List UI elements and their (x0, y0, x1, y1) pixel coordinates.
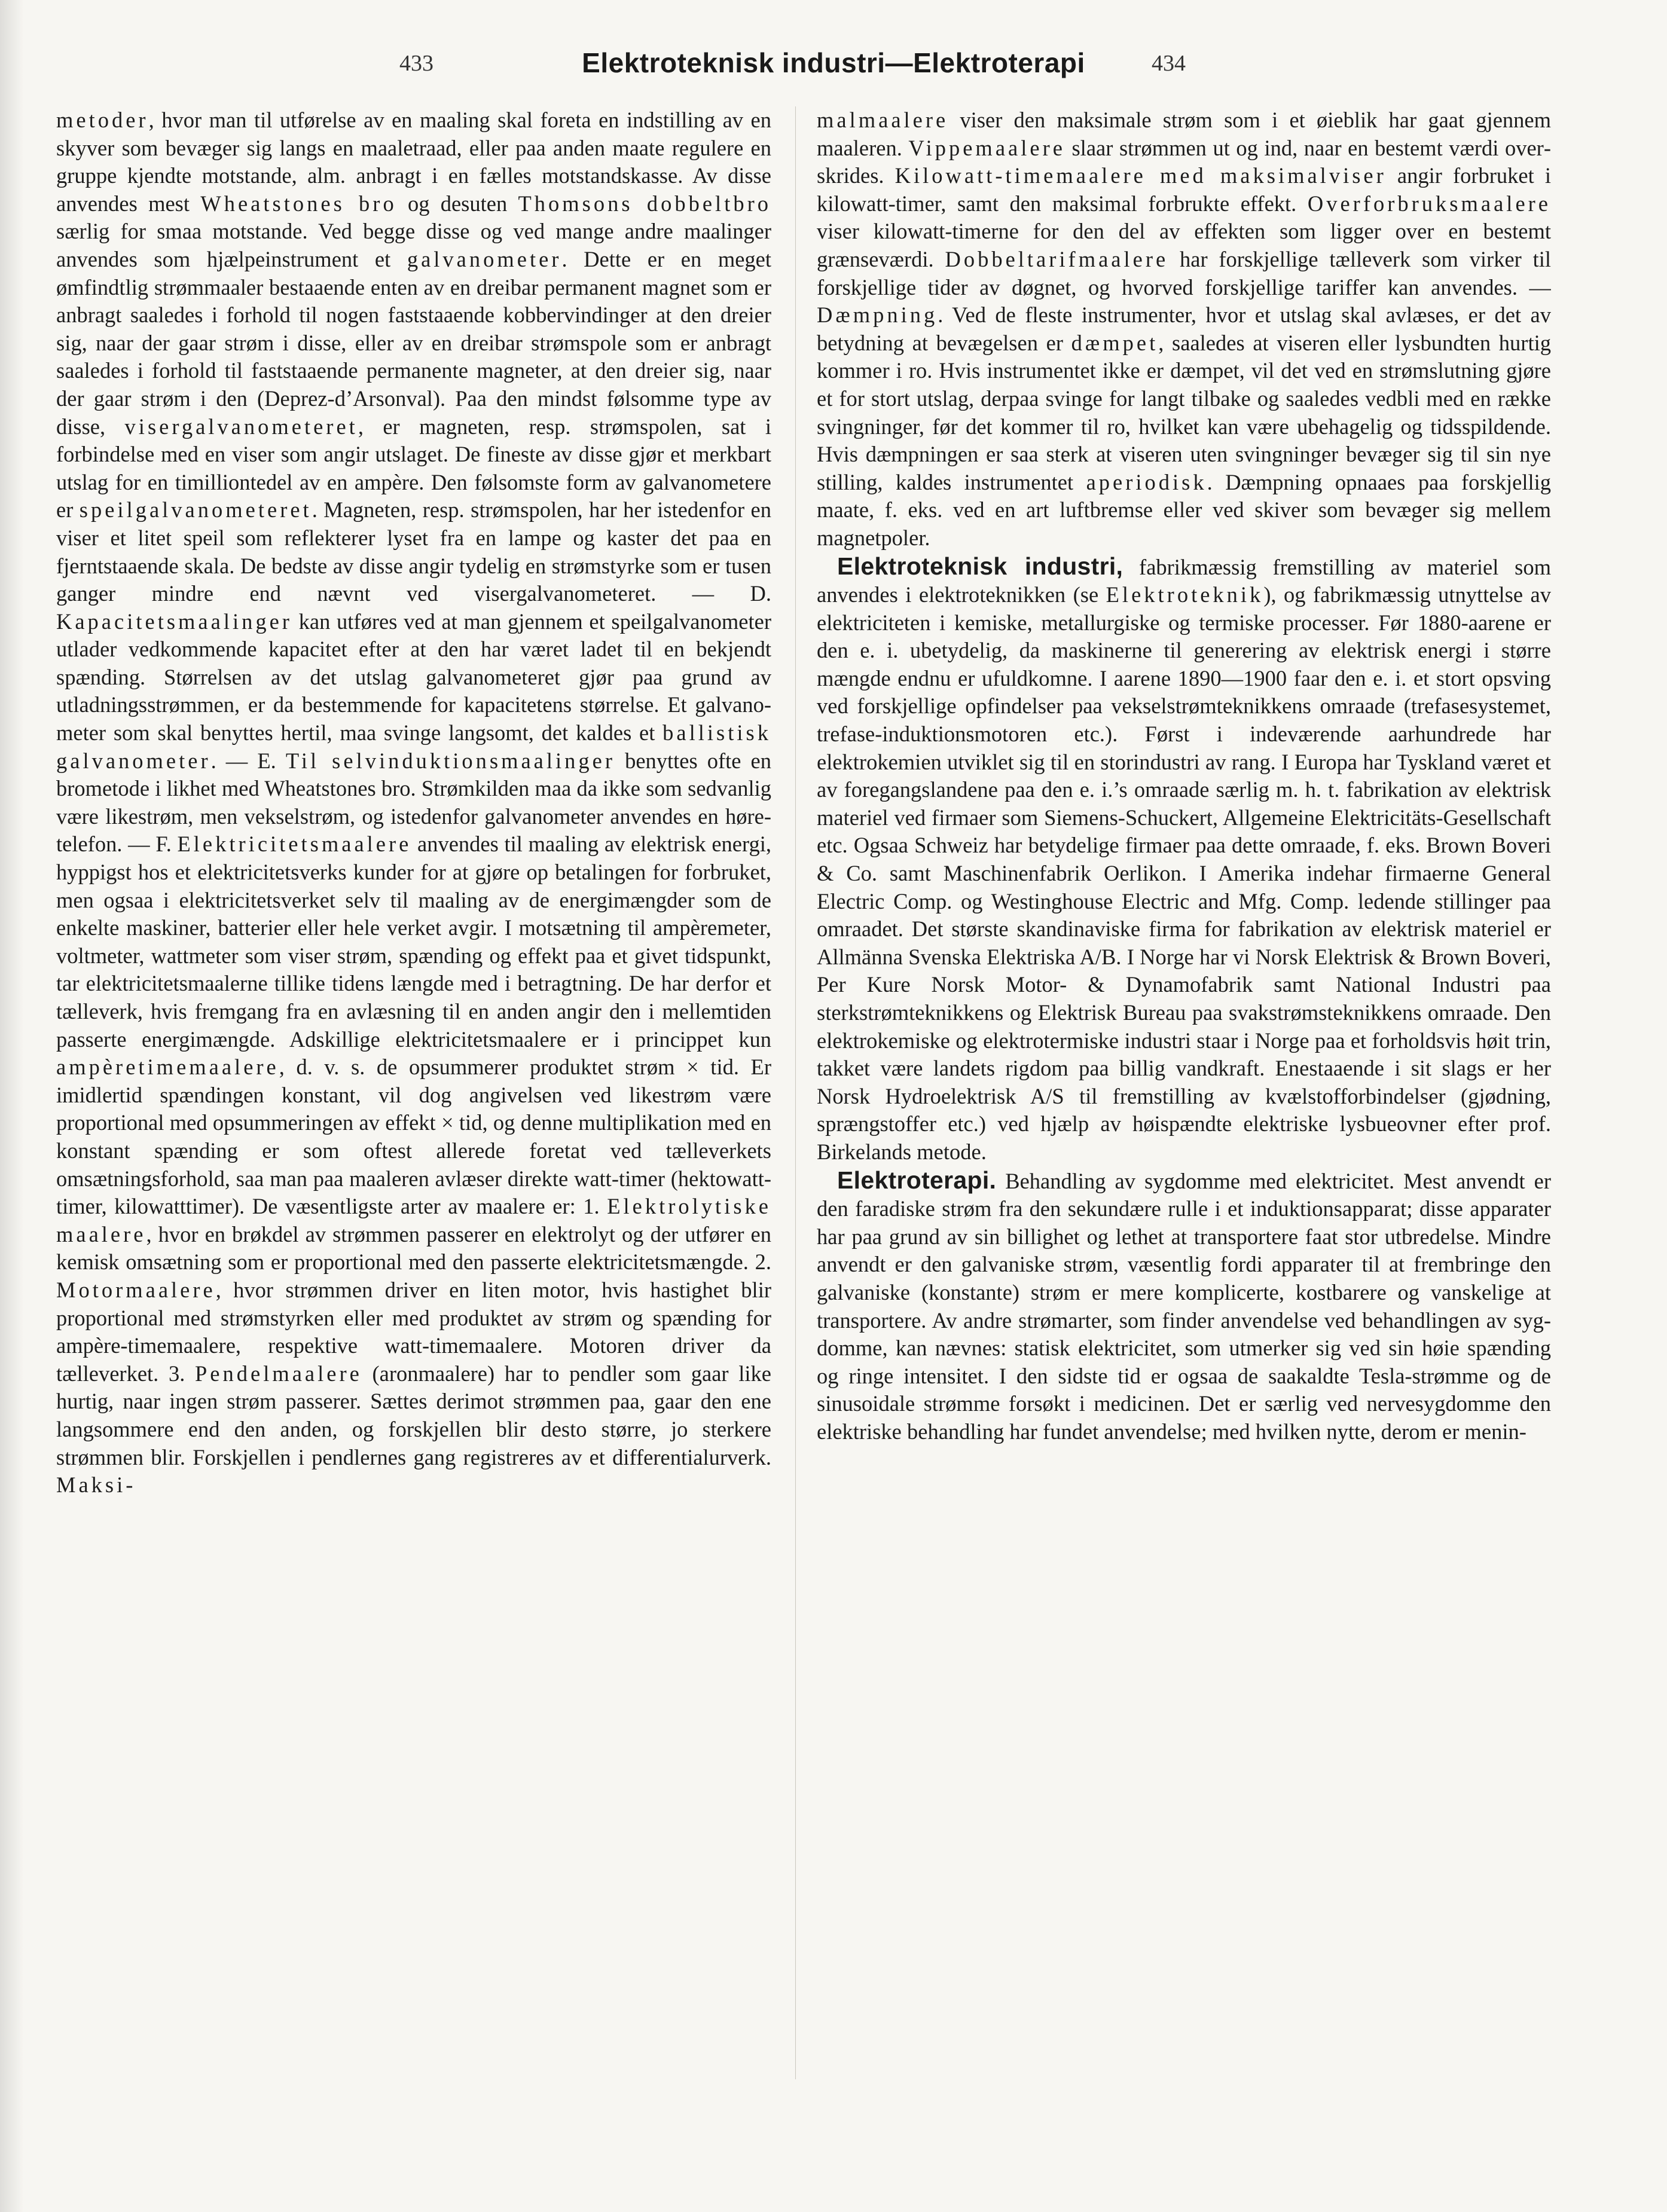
paragraph-measuring-methods (56, 106, 771, 1499)
running-title: Elektroteknisk industri—Elektroterapi (582, 47, 1085, 78)
text-run: , hvor strømmen driver en liten motor, hvis hastighet blir proportional med strømstyrken eller med produktet av strøm og spænding for ampère-timemaalere, respektive watt-timemaalere. Motoren driver da tælleverket. 3. (56, 1277, 771, 1386)
text-run: angir forbruket i kilowatt-timer, samt den maksimal forbrukte effekt. (817, 163, 1551, 216)
entry-elektroterapi (817, 1166, 1551, 1446)
text-run: benyttes ofte en brometode i likhet med Wheatstones bro. Strømkilden maa da ikke som sedvanlig være likestrøm, men vekselstrøm, og istedenfor galvanometer anvendes en høretelefon. — F. (56, 748, 771, 857)
text-run: Behandling av sygdomme med elektricitet. Mest anvendt er den faradiske strøm fra den sekundære rulle i et induktionsapparat; disse apparater har paa grund av sin billighet og lethet at transportere faat stor utbredelse. Mindre anvendt er den galvaniske strøm, væsentlig fordi apparater til at frembringe den galvaniske (konstante) strøm er mere komplicerte, kostbarere og vanskelige at transportere. Av andre strømarter, som finder anvendelse ved behandlingen av sygdomme, kan nævnes: statisk elektricitet, som utmerker sig ved sin høie spænding og ringe intensitet. I den sidste tid er ogsaa de saakaldte Tesla-strømme og de sinusoidale strømme forsøkt i medicinen. Det er særlig ved nervesygdomme den elektriske behandling har fundet anvendelse; med hvilken nytte, derom er menin- (817, 1168, 1551, 1444)
text-run: . Magneten, resp. strømspolen, har her istedenfor en viser et litet speil som reflekterer lyset fra en lampe og kaster det paa en fjerntstaaende skala. De bedste av disse angir tydelig en strømstyrke som er tusen ganger mindre end nævnt ved visergalvanometeret. — D. (56, 497, 771, 606)
spaced-term: Elektricitetsmaalere (177, 832, 412, 857)
text-run: , hvor man til utførelse av en maaling skal foreta en indstilling av en skyver som bevæger sig langs en maaletraad, eller paa anden maate regulere en gruppe kjendte motstande, alm. anbragt i en fælles motstandskasse. Av disse anvendes mest (56, 108, 771, 216)
text-run: fabrikmæssig fremstilling av materiel som anvendes i elektroteknikken (se (817, 554, 1551, 607)
text-run: . — E. (210, 748, 286, 773)
spaced-term: aperiodisk (1086, 469, 1207, 494)
spaced-term: Vippemaalere (908, 135, 1065, 160)
entry-headword: Elektroterapi. (837, 1166, 997, 1194)
text-run: har forskjellige tælleverk som virker til forskjellige tider av døgnet, og hvorved forskjellige tariffer kan anvendes. — (817, 246, 1551, 300)
entry-headword: Elektroteknisk industri, (837, 552, 1123, 580)
spaced-term: Maksi- (56, 1472, 136, 1498)
page-number-right: 434 (1152, 51, 1186, 76)
page-header (0, 47, 1667, 83)
spaced-term: metoder (56, 108, 149, 132)
spaced-term: galvanometer (407, 246, 562, 271)
spaced-term: Kilowatt-timemaalere med maksimalviser (894, 163, 1387, 188)
spaced-term: speilgalvanometeret (79, 497, 312, 523)
page-edge-shadow (0, 0, 24, 2212)
spaced-term: Wheatstones bro (200, 191, 397, 216)
text-run: særlig for smaa motstande. Ved begge disse og ved mange andre maalinger anvendes som hjælpeinstrument et (56, 219, 771, 271)
text-run: , hvor en brøkdel av strømmen passerer en elektrolyt og der utfører en kemisk omsætning som er proportional med den passerte elektricitetsmængde. 2. (56, 1221, 771, 1275)
text-run: viser den maksimale strøm som i et øieblik har gaat gjennem maaleren. (817, 108, 1551, 160)
page-number-left: 433 (399, 51, 433, 76)
text-run: slaar strømmen ut og ind, naar en bestemt værdi overskrides. (817, 135, 1551, 188)
text-run: , d. v. s. de opsummerer produktet strøm × tid. Er imidlertid spændingen konstant, vil dog angivelsen ved likestrøm være proportional med opsummeringen av effekt × tid, og denne multiplikation med en konstant spænding er som oftest allerede foretat ved tælleverkets omsætningsforhold, saa man paa maaleren avlæser direkte watt-timer (hektowatt-timer, kilowatttimer). De væsentligste arter av maalere er: 1. (56, 1055, 771, 1219)
spaced-term: ballistisk galvanometer (56, 720, 771, 773)
text-run: . Dæmpning opnaaes paa forskjellig maate, f. eks. ved en art luftbremse eller ved skiver som bevæger sig mellem magnetpoler. (817, 469, 1551, 550)
left-column (56, 106, 771, 2097)
column-divider (795, 106, 796, 2079)
spaced-term: Dæmpning (817, 303, 938, 328)
spaced-term: ampèretimemaalere (56, 1055, 279, 1080)
text-run: anvendes til maaling av elektrisk energi, hyppigst hos et elektricitetsverks kunder for at gjøre op betalingen for forbruket, men ogsaa i elektricitetsverket selv til maaling av de energimængder som de enkelte maskiner, batterier eller hele verket avgir. I motsætning til ampèremeter, voltmeter, wattmeter som viser strøm, spænding og effekt paa et givet tidspunkt, tar elektricitetsmaalerne tillike tidens længde med i betragtning. De har derfor et tælleverk, hvis fremgang fra en avlæsning til en anden angir den i mellemtiden passerte energimængde. Adskillige elektricitetsmaalere er i princippet kun (56, 832, 771, 1052)
spaced-term: malmaalere (817, 108, 949, 132)
text-run: . Ved de fleste instrumenter, hvor et utslag skal avlæses, er det av betydning at bevægelsen er (817, 303, 1551, 355)
spaced-term: Motormaalere (56, 1277, 216, 1302)
spaced-term: visergalvanometeret (124, 414, 358, 439)
text-run: (aronmaalere) har to pendler som gaar like hurtig, naar ingen strøm passerer. Sættes derimot strømmen paa, gaar den ene langsommere end den anden, og forskjellen blir desto større, jo sterkere strømmen blir. Forskjellen i pendlernes gang registreres av et differentialurverk. (56, 1361, 771, 1469)
text-run: . Dette er en meget ømfindtlig strømmaaler bestaaende enten av en dreibar permanent magnet som er anbragt saaledes i forhold til nogen faststaaende kobbervindinger at den dreier sig, naar der gaar strøm i disse, eller av en dreibar strømspole som er anbragt saaledes i forhold til faststaaende permanente magneter, at den dreier sig, naar der gaar strøm i den (Deprez-d’Arsonval). Paa den mindst følsomme type av disse, (56, 246, 771, 439)
right-column (817, 106, 1551, 2097)
spaced-term: Overforbruksmaalere (1307, 191, 1551, 216)
entry-elektroteknisk-industri (817, 552, 1551, 1166)
text-run: viser kilowatt-timerne for den del av effekten som ligger over en bestemt grænseværdi. (817, 219, 1551, 271)
spaced-term: Dobbeltarifmaalere (945, 246, 1169, 271)
spaced-term: Til selvinduktionsmaalinger (285, 748, 616, 773)
text-run: og desuten (396, 191, 518, 216)
paragraph-measuring-continued (817, 106, 1551, 552)
spaced-term: Elektrolytiske maalere (56, 1194, 771, 1246)
text-run: , saaledes at viseren eller lysbundten hurtig kommer i ro. Hvis instrumentet ikke er dæmpet, vil det ved en strømslutning gjøre et for stort utslag, derpaa svinge for langt tilbake og saaledes vedbli med en række svingninger, før det kommer til ro, hvilket kan være ubehagelig og tidsspildende. Hvis dæmpningen er saa sterk at viseren uten svingninger bevæger sig til sin nye stilling, kaldes instrumentet (817, 330, 1551, 494)
spaced-term: Elektroteknik (1106, 582, 1264, 607)
spaced-term: Pendelmaalere (195, 1361, 362, 1386)
text-run: ), og fabrikmæssig utnyttelse av elektriciteten i kemiske, metallurgiske og termiske processer. Før 1880-aarene er den e. i. ubetydelig, da maskinerne til generering av elektrisk energi i større mængde endnu er ufuldkomne. I aarene 1890—1900 faar den e. i. et stort opsving ved forskjellige opfindelser paa vekselstrømteknikkens omraade (trefasesystemet, trefase-induktionsmotoren etc.). Først i indeværende aarhundrede har elektrokemien utviklet sig til en storindustri av rang. I Europa har Tyskland været et av foregangslandene paa den e. i.’s omraade særlig m. h. t. fabrikation av elektrisk materiel ved firmaer som Siemens-Schuckert, Allgemeine Elektricitäts-Gesellschaft etc. Ogsaa Schweiz har betydelige firmaer paa dette omraade, f. eks. Brown Boveri & Co. samt Maschinenfabrik Oerlikon. I Amerika indehar firmaerne General Electric Comp. og Westinghouse Electric and Mfg. Comp. ledende stillinger paa omraadet. Det største skandinaviske firma for fabrikation av elektrisk materiel er Allmänna Svenska Elektriska A/B. I Norge har vi Norsk Elektrisk & Brown Boveri, Per Kure Norsk Motor- & Dynamofabrik samt National Industri paa sterkstrømteknikkens og Elektrisk Bureau paa svakstrømsteknikkens omraade. Den elektrokemiske og elektrotermiske industri staar i Norge paa et forholdsvis høit trin, takket være landets rigdom paa billig vandkraft. Enestaaende i sit slags er her Norsk Hydroelektrisk A/S til fremstilling av kvælstofforbindelser (gjødning, sprængstoffer etc.) ved hjælp av høispændte elektriske lysbueovner efter prof. Birkelands metode. (817, 582, 1551, 1164)
spaced-term: dæmpet (1071, 330, 1159, 355)
spaced-term: Thomsons dobbeltbro (518, 191, 771, 216)
text-run: , er magneten, resp. strømspolen, sat i forbindelse med en viser som angir utslaget. De fineste av disse gjør et merkbart utslag for en timilliontedel av en ampère. Den følsomste form av galvanometere er (56, 414, 771, 523)
spaced-term: Kapacitetsmaalinger (56, 609, 292, 634)
text-run: kan utføres ved at man gjennem et speilgalvanometer utlader vedkommende kapacitet efter at den har været ladet til en bekjendt spænding. Størrelsen av det utslag galvanometeret gjør paa grund av utladningsstrømmen, er da bestemmende for kapacitetens størrelse. Et galvanometer som skal benyttes hertil, maa svinge langsomt, det kaldes et (56, 609, 771, 746)
